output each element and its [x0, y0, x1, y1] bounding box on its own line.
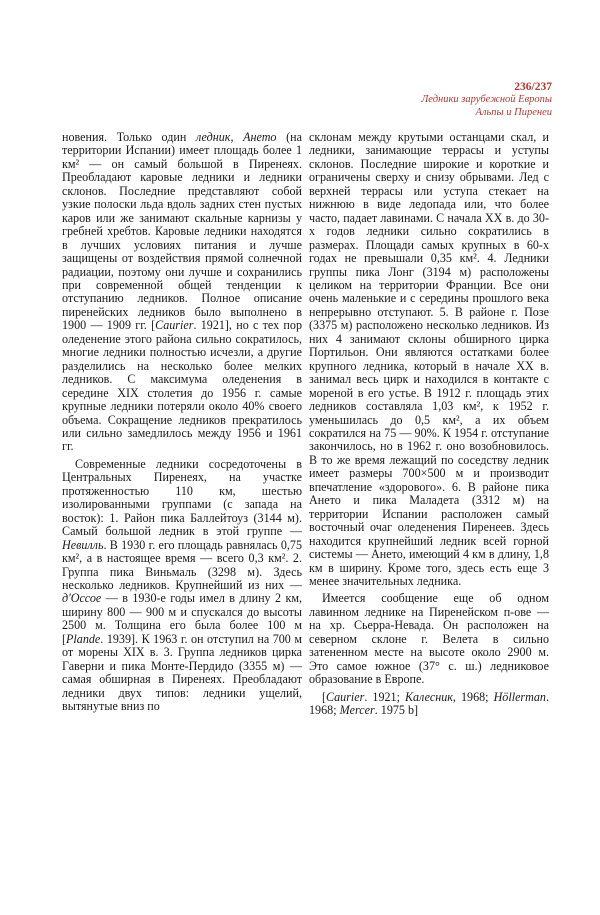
- citation-author: Caurier: [155, 318, 194, 333]
- citation-author: Mercer: [339, 703, 375, 718]
- glacier-name: д'Оссое: [62, 591, 102, 606]
- citation-author: Höllerman: [493, 689, 546, 704]
- references: [Caurier. 1921; Калесник, 1968; Höllerman. 1968; Mercer. 1975 b]: [309, 689, 549, 718]
- citation-author: Plande: [66, 631, 101, 646]
- paragraph: новения. Только один ледник, Ането (на территории Испании) имеет площадь более 1 км² — он самый большой в Пиренеях. Преобладают каровые ледники и ледники склонов. Последние представляют собой узкие полоски льда вдоль задних стен пустых каров или же занимают скальные карнизы у гребней хребтов. Каровые ледники находятся в лучших условиях питания и лучше защищены от воздействия прямой солнечной радиации, поэтому они лучше и сохранились при современной общей тенденции к отступанию ледников. Полное описание пиренейских ледников было выполнено в 1900 — 1909 гг. [Caurier. 1921], но с тех пор оледенение этого района сильно сократилось, многие ледники полностью исчезли, а другие разделились на несколько более мелких ледников. С максимума оледенения в середине XIX столетия до 1956 г. самые крупные ледники потеряли около 40% своего объема. Сокращение ледников прекратилось или сильно замедлилось между 1956 и 1961 гг.: [62, 130, 302, 454]
- paragraph: склонам между крутыми останцами скал, и ледники, занимающие террасы и уступы склонов. Последние широкие и короткие и ограничены сверху и снизу обрывами. Лед с верхней террасы или уступа стекает на нижнюю в виде ледопада или, что более часто, падает лавинами. С начала XX в. до 30-х годов ледники сильно сократились в размерах. Площади самых крупных в 60-х годах не превышали 0,35 км². 4. Ледники группы пика Лонг (3194 м) расположены целиком на территории Франции. Все они очень маленькие и с середины прошлого века непрерывно отступают. 5. В районе г. Позе (3375 м) расположено несколько ледников. Из них 4 занимают склоны обширного цирка Портильон. Они являются остатками более крупного ледника, который в начале XX в. занимал весь цирк и находился в контакте с мореной в его устье. В 1912 г. площадь этих ледников составляла 1,03 км², к 1952 г. уменьшилась до 0,5 км², а их объем сократился на 75 — 90%. К 1954 г. отступание закончилось, но в 1962 г. оно возобновилось. В то же время лежащий по соседству ледник имеет размеры 700×500 м и производит впечатление «здорового». 6. В районе пика Ането и пика Маладета (3312 м) на территории Испании расположен самый восточный очаг оледенения Пиренеев. Здесь находится крупнейший ледник всей горной системы — Ането, имеющий 4 км в длину, 1,8 км в ширину. Кроме того, здесь есть еще 3 менее значительных ледника.: [309, 130, 549, 588]
- left-column: [62, 131, 302, 717]
- page-number: 236/237: [514, 81, 552, 93]
- paragraph: Имеется сообщение еще об одном лавинном леднике на Пиренейском п-ове — на хр. Сьерра-Невада. Он расположен на северном склоне г. Велета в сильно затененном месте на высоте около 2900 м. Это самое южное (37° с. ш.) ледниковое образование в Европе.: [309, 591, 549, 687]
- paragraph: Современные ледники сосредоточены в Центральных Пиренеях, на участке протяженностью 110 км, шестью изолированными группами (с запада на восток): 1. Район пика Баллейтоуз (3144 м). Самый большой ледник в этой группе — Невилль. В 1930 г. его площадь равнялась 0,75 км², а в настоящее время — всего 0,3 км². 2. Группа пика Виньмаль (3298 м). Здесь несколько ледников. Крупнейший из них — д'Оссое — в 1930-е годы имел в длину 2 км, ширину 800 — 900 м и спускался до высоты 2500 м. Толщина его была более 100 м [Plande. 1939]. К 1963 г. он отступил на 700 м от морены XIX в. 3. Группа ледников цирка Гаверни и пика Монте-Пердидо (3355 м) — самая обширная в Пиренеях. Преобладают ледники двух типов: ледники ущелий, вытянутые вниз по: [62, 456, 302, 714]
- running-head-section: Ледники зарубежной Европы: [421, 94, 552, 105]
- running-head-subsection: Альпы и Пиренеи: [475, 106, 552, 118]
- glacier-name: ледник, Ането: [195, 130, 277, 144]
- citation-author: Caurier: [326, 689, 365, 704]
- citation-author: Калесник: [404, 689, 453, 704]
- glacier-name: Невилль: [62, 537, 104, 552]
- right-column: [309, 131, 549, 721]
- page-header: [421, 80, 552, 119]
